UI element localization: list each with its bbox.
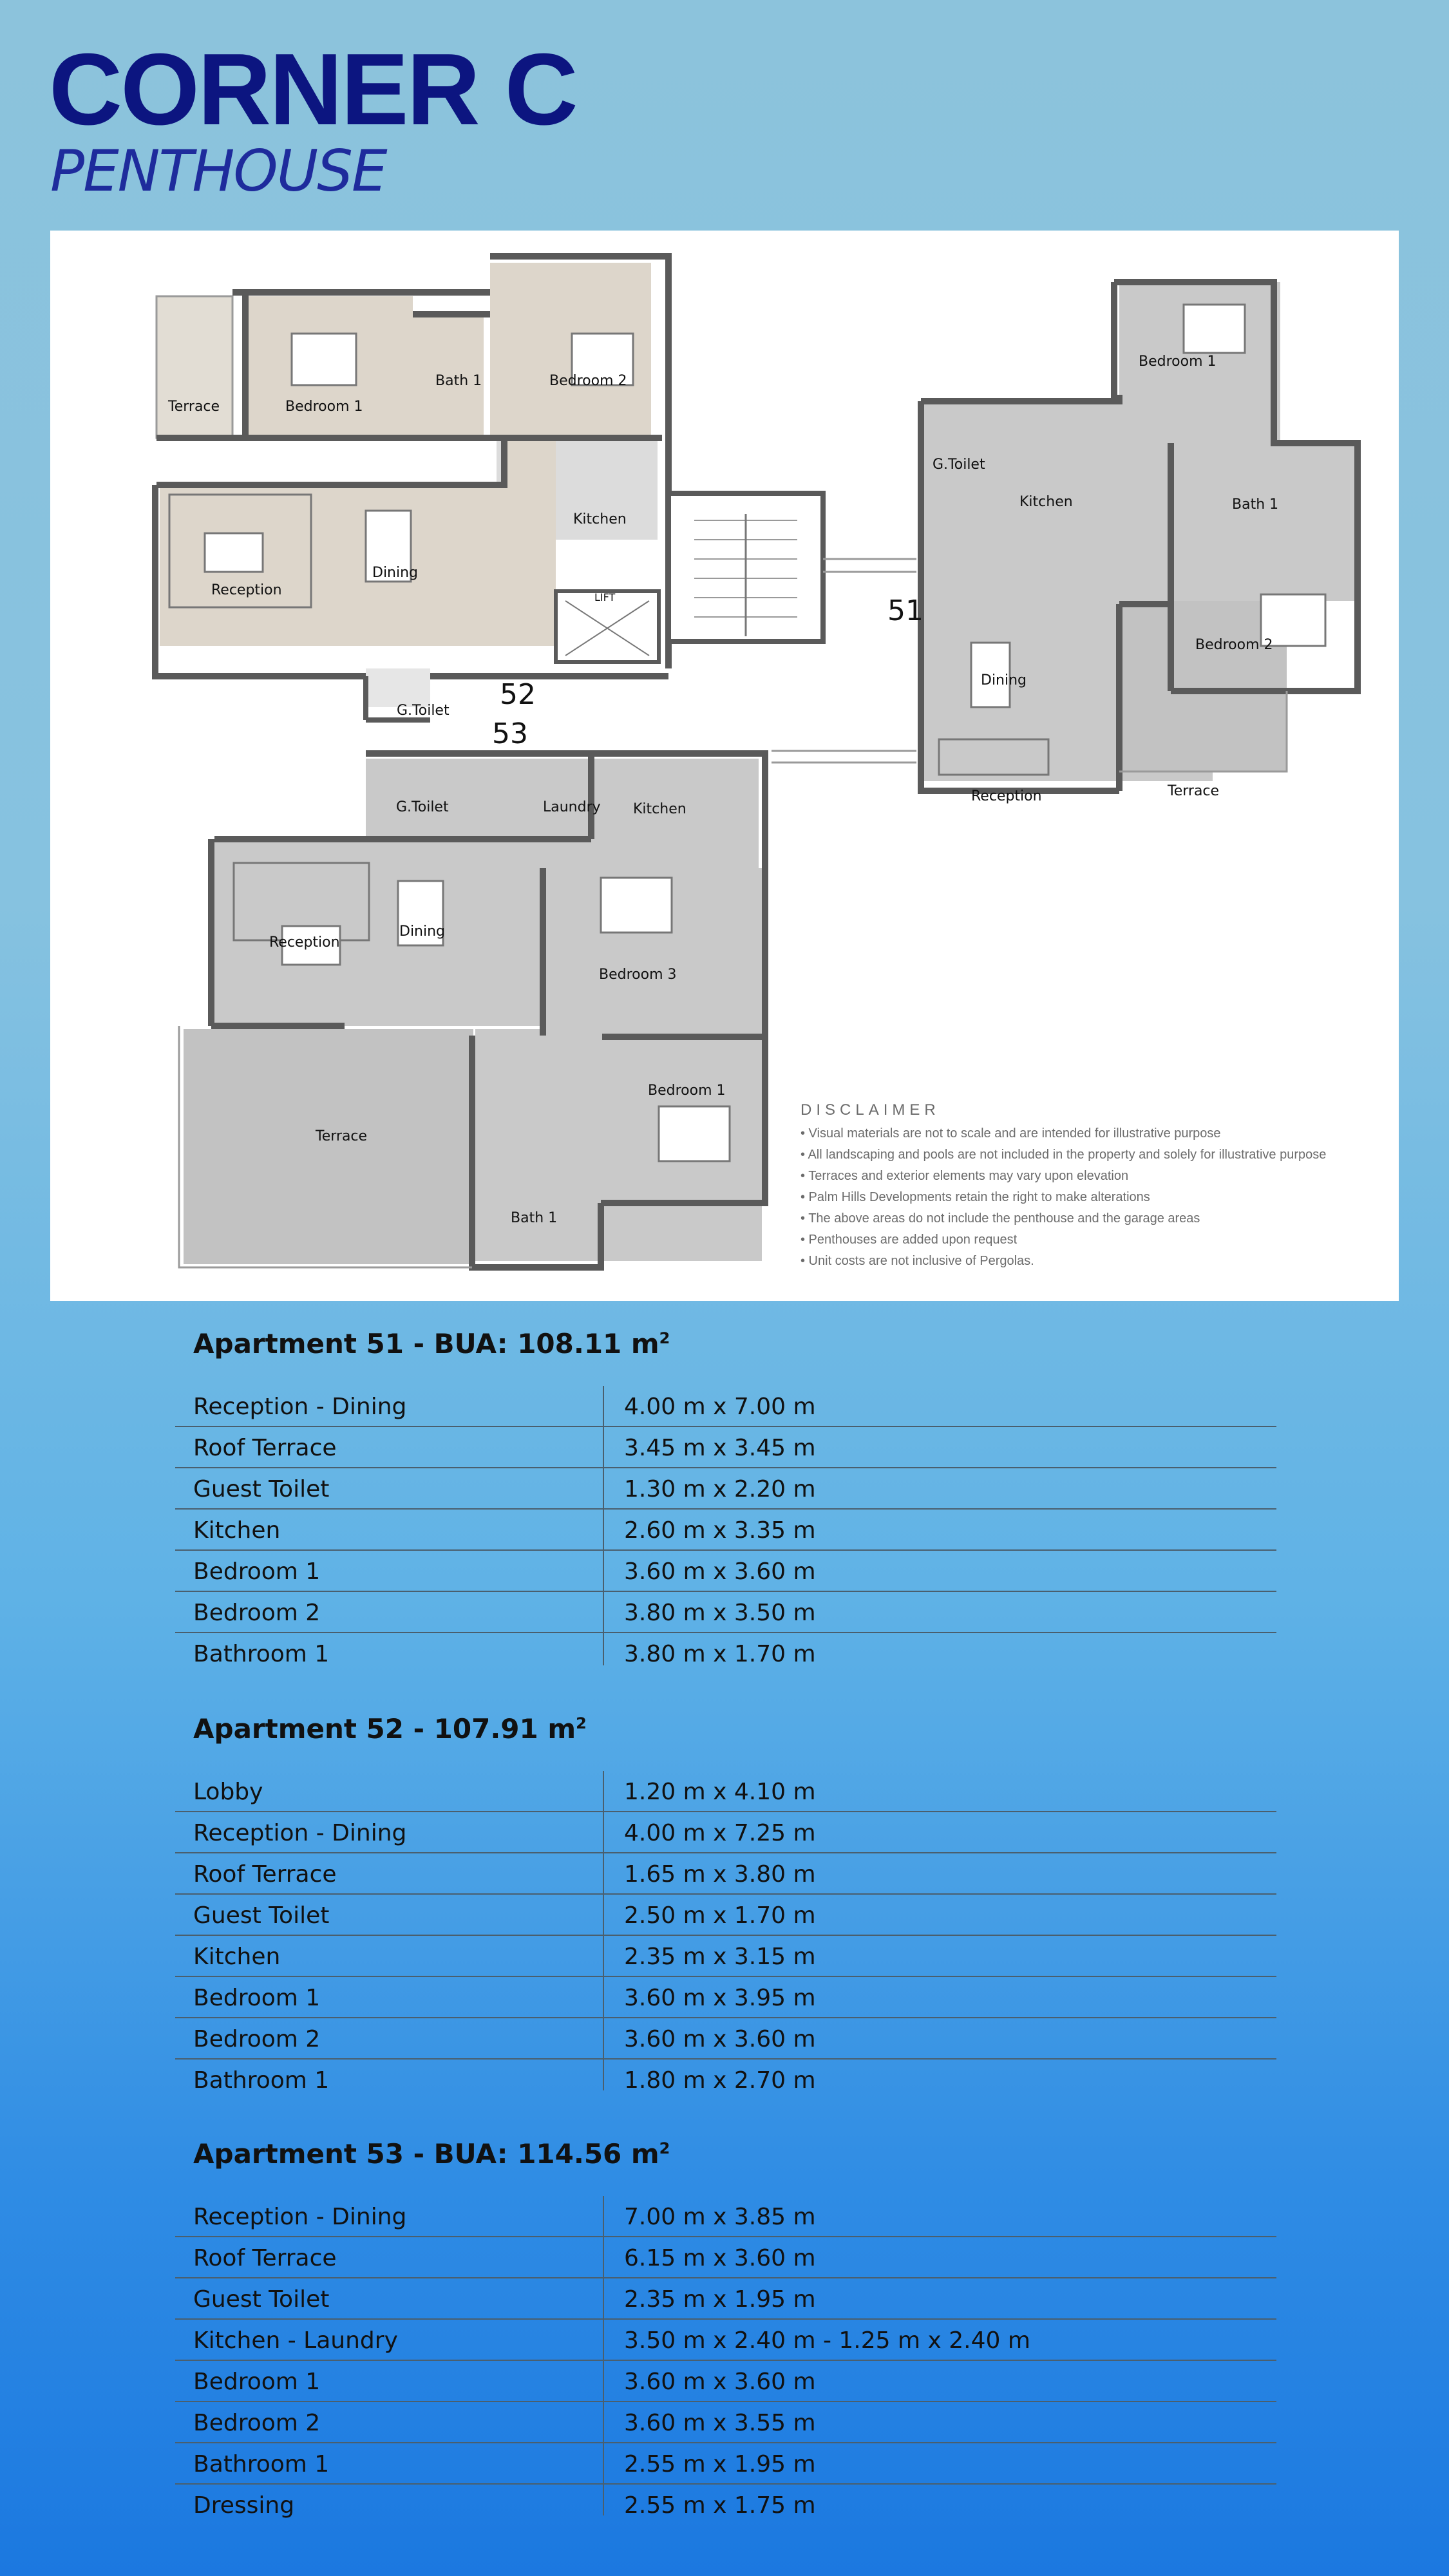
- table-row: [175, 1977, 1276, 2018]
- room-label: Bedroom 2: [549, 373, 627, 389]
- table-row: [175, 2361, 1276, 2402]
- room-label: Kitchen: [1019, 494, 1073, 510]
- room-label: Reception: [971, 788, 1042, 804]
- table-row: [175, 1853, 1276, 1895]
- room-label: G.Toilet: [396, 799, 449, 815]
- room-dimensions: 2.55 m x 1.75 m: [624, 2492, 816, 2519]
- stair-core: [668, 493, 823, 641]
- room-label: Reception: [269, 934, 340, 951]
- unit-number-52: 52: [500, 678, 536, 711]
- room-label: Bath 1: [511, 1210, 558, 1226]
- room-label: G.Toilet: [933, 457, 985, 473]
- disclaimer-item: • The above areas do not include the penthouse and the garage areas: [800, 1211, 1200, 1226]
- apartment-53-table: [175, 2196, 1276, 2524]
- room-dimensions: 2.35 m x 3.15 m: [624, 1944, 816, 1970]
- room-label: Bedroom 1: [648, 1083, 726, 1099]
- room-name: Guest Toilet: [193, 1902, 330, 1929]
- table-row: [175, 2018, 1276, 2060]
- room-name: Roof Terrace: [193, 2245, 337, 2271]
- room-name: Bedroom 1: [193, 2369, 321, 2395]
- room-name: Reception - Dining: [193, 2204, 407, 2230]
- room-name: Dressing: [193, 2492, 295, 2519]
- table-row: [175, 1592, 1276, 1633]
- table-row: [175, 1812, 1276, 1853]
- disclaimer: [800, 1101, 1380, 1272]
- room-name: Guest Toilet: [193, 2286, 330, 2313]
- table-row: [175, 1386, 1276, 1427]
- room-name: Bathroom 1: [193, 2451, 330, 2477]
- disclaimer-title: DISCLAIMER: [800, 1101, 940, 1119]
- table-row: [175, 1633, 1276, 1673]
- room-name: Bedroom 1: [193, 1558, 321, 1585]
- room-dimensions: 3.50 m x 2.40 m - 1.25 m x 2.40 m: [624, 2327, 1030, 2354]
- table-row: [175, 2485, 1276, 2524]
- room-name: Kitchen: [193, 1517, 281, 1544]
- apartment-53-heading: [193, 2138, 670, 2170]
- room-label: Terrace: [168, 399, 220, 415]
- room-dimensions: 3.45 m x 3.45 m: [624, 1435, 816, 1461]
- room-name: Kitchen: [193, 1944, 281, 1970]
- disclaimer-item: • Terraces and exterior elements may vary upon elevation: [800, 1169, 1129, 1183]
- apartment-51-heading: [193, 1328, 670, 1359]
- room-dimensions: 2.35 m x 1.95 m: [624, 2286, 816, 2313]
- table-row: [175, 2060, 1276, 2099]
- room-name: Reception - Dining: [193, 1820, 407, 1846]
- unit-number-53: 53: [492, 717, 528, 750]
- room-label: Bath 1: [1232, 497, 1279, 513]
- room-name: Guest Toilet: [193, 1476, 330, 1502]
- room-name: Roof Terrace: [193, 1861, 337, 1888]
- room-dimensions: 6.15 m x 3.60 m: [624, 2245, 816, 2271]
- room-label: Bedroom 1: [1139, 354, 1217, 370]
- room-label: Dining: [399, 923, 446, 940]
- table-row: [175, 2196, 1276, 2237]
- apartment-52-plan: [155, 256, 668, 720]
- disclaimer-item: • Penthouses are added upon request: [800, 1233, 1018, 1247]
- table-row: [175, 2320, 1276, 2361]
- room-label: G.Toilet: [397, 703, 450, 719]
- room-label: Bedroom 3: [599, 967, 677, 983]
- table-row: [175, 1771, 1276, 1812]
- apartment-53-plan: [179, 753, 765, 1267]
- superscript: 2: [659, 1329, 670, 1347]
- table-row: [175, 1510, 1276, 1551]
- apartment-52-heading: [193, 1713, 587, 1745]
- room-label: Kitchen: [633, 801, 687, 817]
- table-row: [175, 2443, 1276, 2485]
- superscript: 2: [576, 1714, 587, 1732]
- room-label: Bath 1: [435, 373, 482, 389]
- unit-number-51: 51: [887, 594, 923, 627]
- table-row: [175, 1895, 1276, 1936]
- room-dimensions: 1.80 m x 2.70 m: [624, 2067, 816, 2094]
- room-dimensions: 1.65 m x 3.80 m: [624, 1861, 816, 1888]
- room-label: Bedroom 2: [1195, 637, 1273, 653]
- disclaimer-item: • All landscaping and pools are not included in the property and solely for illustrative purpose: [800, 1148, 1327, 1162]
- room-name: Roof Terrace: [193, 1435, 337, 1461]
- apartment-51-table: [175, 1386, 1276, 1673]
- room-dimensions: 1.20 m x 4.10 m: [624, 1779, 816, 1805]
- table-row: [175, 2402, 1276, 2443]
- table-row: [175, 1427, 1276, 1468]
- room-name: Bathroom 1: [193, 1641, 330, 1667]
- disclaimer-item: • Palm Hills Developments retain the right to make alterations: [800, 1190, 1150, 1204]
- room-dimensions: 7.00 m x 3.85 m: [624, 2204, 816, 2230]
- room-dimensions: 3.60 m x 3.95 m: [624, 1985, 816, 2011]
- room-dimensions: 3.60 m x 3.60 m: [624, 2026, 816, 2052]
- table-row: [175, 1551, 1276, 1592]
- room-label: Dining: [981, 672, 1027, 688]
- table-row: [175, 2278, 1276, 2320]
- room-name: Bedroom 2: [193, 2410, 321, 2436]
- room-dimensions: 4.00 m x 7.25 m: [624, 1820, 816, 1846]
- page-subtitle: PENTHOUSE: [50, 138, 386, 204]
- room-dimensions: 2.55 m x 1.95 m: [624, 2451, 816, 2477]
- apartment-heading-text: Apartment 53 - BUA: 114.56 m: [193, 2138, 659, 2170]
- room-dimensions: 2.60 m x 3.35 m: [624, 1517, 816, 1544]
- room-name: Reception - Dining: [193, 1394, 407, 1420]
- room-name: Bedroom 2: [193, 1600, 321, 1626]
- room-dimensions: 4.00 m x 7.00 m: [624, 1394, 816, 1420]
- table-row: [175, 1468, 1276, 1510]
- room-label: Reception: [211, 582, 282, 598]
- room-label: Terrace: [1168, 783, 1220, 799]
- room-label: LIFT: [594, 591, 616, 603]
- room-name: Bathroom 1: [193, 2067, 330, 2094]
- room-dimensions: 1.30 m x 2.20 m: [624, 1476, 816, 1502]
- apartment-52-table: [175, 1771, 1276, 2099]
- disclaimer-item: • Unit costs are not inclusive of Pergolas.: [800, 1254, 1034, 1268]
- room-label: Terrace: [316, 1128, 368, 1144]
- room-name: Lobby: [193, 1779, 263, 1805]
- table-row: [175, 1936, 1276, 1977]
- floor-plan: [50, 231, 1399, 1301]
- room-dimensions: 3.60 m x 3.60 m: [624, 2369, 816, 2395]
- apartment-heading-text: Apartment 52 - 107.91 m: [193, 1713, 576, 1745]
- room-label: Laundry: [543, 799, 601, 815]
- room-dimensions: 3.60 m x 3.60 m: [624, 1558, 816, 1585]
- room-label: Kitchen: [573, 511, 627, 527]
- superscript: 2: [659, 2139, 670, 2157]
- room-label: Dining: [372, 565, 419, 581]
- apartment-heading-text: Apartment 51 - BUA: 108.11 m: [193, 1328, 659, 1359]
- room-name: Kitchen - Laundry: [193, 2327, 398, 2354]
- room-dimensions: 2.50 m x 1.70 m: [624, 1902, 816, 1929]
- disclaimer-item: • Visual materials are not to scale and are intended for illustrative purpose: [800, 1126, 1221, 1141]
- table-row: [175, 2237, 1276, 2278]
- room-dimensions: 3.80 m x 3.50 m: [624, 1600, 816, 1626]
- room-name: Bedroom 1: [193, 1985, 321, 2011]
- room-dimensions: 3.60 m x 3.55 m: [624, 2410, 816, 2436]
- room-name: Bedroom 2: [193, 2026, 321, 2052]
- page-title: CORNER C: [49, 33, 576, 146]
- room-label: Bedroom 1: [285, 399, 363, 415]
- room-dimensions: 3.80 m x 1.70 m: [624, 1641, 816, 1667]
